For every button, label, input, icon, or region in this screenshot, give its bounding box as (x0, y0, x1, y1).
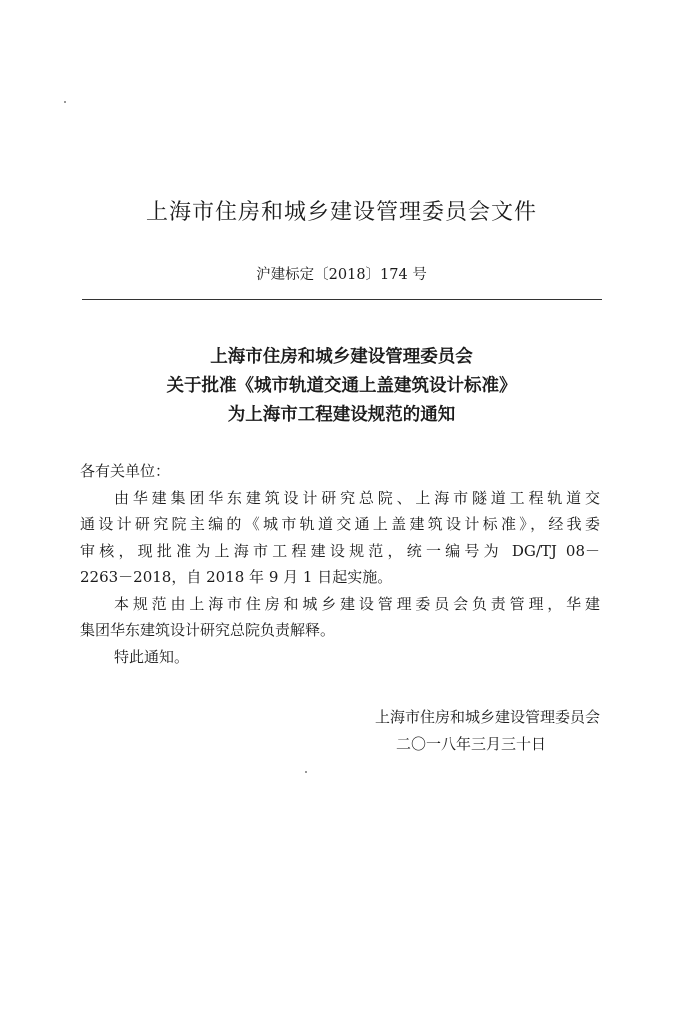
paragraph-line: 通设计研究院主编的《城市轨道交通上盖建筑设计标准》，经我委 (80, 515, 600, 533)
closing-text: 特此通知。 (114, 647, 190, 666)
paragraph-line: 集团华东建筑设计研究总院负责解释。 (80, 621, 336, 639)
salutation: 各有关单位： (80, 462, 171, 480)
notice-title-line: 为上海市工程建设规范的通知 (227, 405, 456, 425)
paragraph-line: 2263－2018，自 2018 年 9 月 1 日起实施。 (80, 568, 393, 586)
document-number: 沪建标定〔2018〕174 号 (256, 267, 427, 283)
header-separator-line (82, 299, 602, 300)
scan-speck (305, 771, 307, 773)
paragraph-line: 审核，现批准为上海市工程建设规范，统一编号为 DG/TJ 08－ (80, 541, 600, 560)
notice-title-line: 上海市住房和城乡建设管理委员会 (210, 347, 473, 367)
signature-block (300, 704, 600, 757)
scan-speck (64, 101, 66, 103)
notice-title-line: 关于批准《城市轨道交通上盖建筑设计标准》 (166, 376, 517, 396)
paragraph-line: 本规范由上海市住房和城乡建设管理委员会负责管理，华建 (114, 594, 600, 613)
paragraph-line: 由华建集团华东建筑设计研究总院、上海市隧道工程轨道交 (114, 488, 600, 507)
notice-title (0, 343, 683, 430)
issuer-header: 上海市住房和城乡建设管理委员会文件 (145, 200, 537, 225)
signing-date: 二〇一八年三月三十日 (395, 734, 546, 753)
notice-body (80, 458, 600, 670)
signing-organization: 上海市住房和城乡建设管理委员会 (374, 708, 600, 726)
